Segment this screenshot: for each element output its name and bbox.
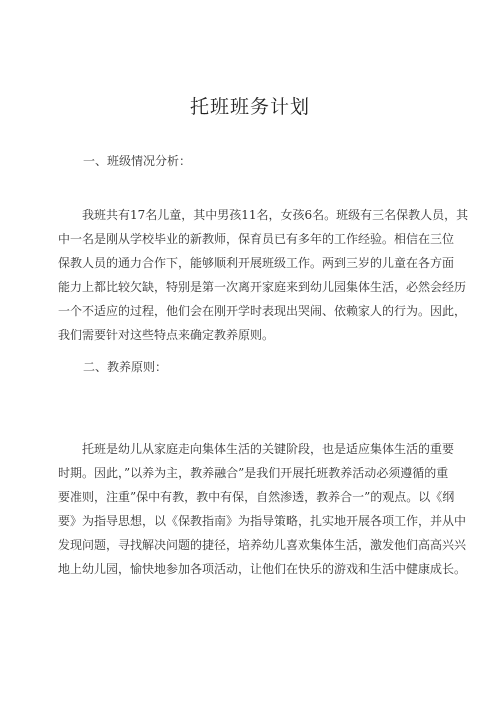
section-heading-class-analysis: 一、班级情况分析： — [83, 154, 192, 168]
paragraph-line: 我班共有17名儿童，其中男孩11名，女孩6名。班级有三名保教人员，其 — [82, 208, 469, 222]
paragraph-line: 时期。因此，”以养为主，教养融合”是我们开展托班教养活动必须遵循的重 — [58, 466, 449, 480]
paragraph-line: 能力上都比较欠缺，特别是第一次离开家庭来到幼儿园集体生活，必然会经历 — [58, 280, 467, 294]
paragraph-line: 地上幼儿园，愉快地参加各项活动，让他们在快乐的游戏和生活中健康成长。 — [58, 562, 467, 576]
document-title: 托班班务计划 — [189, 96, 310, 118]
paragraph-line: 中一名是刚从学校毕业的新教师，保育员已有多年的工作经验。相信在三位 — [58, 232, 455, 246]
paragraph-line: 我们需要针对这些特点来确定教养原则。 — [58, 328, 275, 342]
paragraph-line: 托班是幼儿从家庭走向集体生活的关键阶段，也是适应集体生活的重要 — [82, 442, 455, 456]
section-heading-care-principles: 二、教养原则： — [83, 360, 168, 374]
paragraph-line: 发现问题，寻找解决问题的捷径，培养幼儿喜欢集体生活，激发他们高高兴兴 — [58, 538, 467, 552]
paragraph-line: 保教人员的通力合作下，能够顺利开展班级工作。两到三岁的儿童在各方面 — [58, 256, 455, 270]
paragraph-line: 一个不适应的过程，他们会在刚开学时表现出哭闹、依赖家人的行为。因此， — [58, 304, 467, 318]
paragraph-line: 要》为指导思想，以《保教指南》为指导策略，扎实地开展各项工作，并从中 — [58, 514, 467, 528]
paragraph-line: 要准则，注重”保中有教，教中有保，自然渗透，教养合一”的观点。以《纲 — [58, 490, 455, 504]
